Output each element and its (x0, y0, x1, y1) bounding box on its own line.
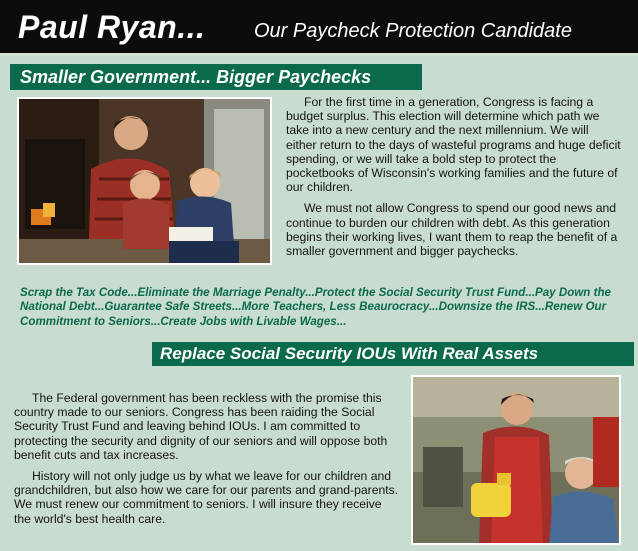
section1-body (286, 95, 622, 265)
candidate-name: Paul Ryan... (18, 9, 206, 45)
family-photo-image (19, 99, 272, 265)
section2-paragraph: The Federal government has been reckless with the promise this country made to our seniors. Congress has been raiding the Social Security Trust Fund and leaving behind IOUs. I am committed to protecting the security and dignity of our seniors and will oppose both benefit cuts and tax increases. (14, 391, 388, 462)
header-banner (0, 0, 638, 56)
candidate-tagline: Our Paycheck Protection Candidate (254, 20, 572, 42)
section2-body (14, 391, 400, 533)
seniors-event-image (413, 377, 621, 545)
seniors-event-photo (411, 375, 621, 545)
section-heading-social-security: Replace Social Security IOUs With Real Assets (152, 342, 634, 366)
section1-paragraph: We must not allow Congress to spend our good news and continue to burden our children with debt. As this generation begins their working lives, I want them to reap the benefit of a smaller government and bigger paychecks. (286, 201, 618, 259)
section-heading-smaller-government: Smaller Government... Bigger Paychecks (10, 64, 422, 90)
section1-paragraph: For the first time in a generation, Congress is facing a budget surplus. This election will determine which path we take into a new century and the next millennium. We will either return to the days of wasteful programs and huge deficit spending, or we will take a bold step to protect the pocketbooks of Wisconsin's working families and the future of our children. (286, 95, 621, 195)
family-photo (17, 97, 272, 265)
section2-paragraph: History will not only judge us by what we leave for our children and grandchildren, but also how we care for our parents and grand-parents. We must renew our commitment to seniors. I will insure they receive the world's best health care. (14, 469, 399, 526)
slogan-list: Scrap the Tax Code...Eliminate the Marriage Penalty...Protect the Social Security Trust Fund...Pay Down the National Debt...Guarantee Safe Streets...More Teachers, Less Beaurocracy...Downsize the IRS...Renew Our Commitment to Seniors...Create Jobs with Livable Wages... (20, 286, 611, 328)
